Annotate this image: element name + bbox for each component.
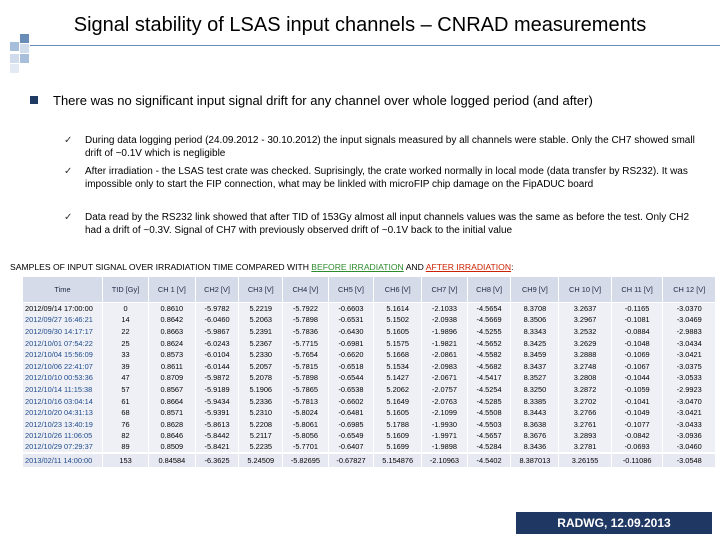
caption-suffix: : [511, 262, 514, 272]
value-cell: -4.5284 [467, 442, 511, 454]
square-bullet-icon [30, 96, 38, 104]
value-cell: 5.1427 [374, 372, 422, 384]
value-cell: 8.3443 [511, 407, 559, 419]
value-cell: 5.2219 [239, 303, 283, 315]
value-cell: -2.10963 [422, 453, 468, 467]
table-header-cell: CH2 [V] [195, 277, 239, 303]
table-row [23, 395, 716, 407]
value-cell: -0.1048 [611, 337, 663, 349]
value-cell: -5.8056 [283, 430, 329, 442]
value-cell: 0.8642 [149, 314, 196, 326]
value-cell: 8.3385 [511, 395, 559, 407]
time-cell: 2012/09/14 17:00:00 [23, 303, 103, 315]
sub-bullet-text: After irradiation - the LSAS test crate was checked. Suprisingly, the crate worked normally in local mode (data transfer by RS232). It was impossible only to start the FIP connection, what may be linkled with microFIP chip damage on the FipADUC board [85, 166, 688, 190]
table-caption [10, 262, 513, 272]
time-cell: 2012/10/29 07:29:37 [23, 442, 103, 454]
value-cell: -5.9391 [195, 407, 239, 419]
value-cell: 76 [103, 418, 149, 430]
value-cell: -5.7865 [283, 384, 329, 396]
value-cell: 5.2063 [239, 314, 283, 326]
value-cell: -5.9434 [195, 395, 239, 407]
value-cell: 5.1609 [374, 430, 422, 442]
sub-bullet-text: Data read by the RS232 link showed that after TID of 153Gy almost all input channels values was the same as before the test. Only CH2 had a drift of ~0.3V. Signal of CH7 with previously observed drift of ~0.1V back to the initial value [85, 212, 690, 236]
value-cell: -5.7836 [283, 326, 329, 338]
time-cell: 2012/10/14 11:15:38 [23, 384, 103, 396]
time-cell: 2012/10/01 07:54:22 [23, 337, 103, 349]
value-cell: 8.3437 [511, 360, 559, 372]
value-cell: 3.2781 [559, 442, 611, 454]
table-row [23, 360, 716, 372]
value-cell: 8.3436 [511, 442, 559, 454]
time-cell: 2012/10/20 04:31:13 [23, 407, 103, 419]
value-cell: 5.2391 [239, 326, 283, 338]
value-cell: 3.2967 [559, 314, 611, 326]
value-cell: -6.0104 [195, 349, 239, 361]
time-cell: 2012/10/16 03:04:14 [23, 395, 103, 407]
value-cell: -4.5402 [467, 453, 511, 467]
main-bullet-text: There was no significant input signal drift for any channel over whole logged period (and after) [53, 93, 593, 108]
value-cell: 39 [103, 360, 149, 372]
caption-before-label: BEFORE IRRADIATION [311, 262, 404, 272]
value-cell: -4.5508 [467, 407, 511, 419]
value-cell: -4.5255 [467, 326, 511, 338]
value-cell: -3.0548 [663, 453, 716, 467]
value-cell: 3.2629 [559, 337, 611, 349]
value-cell: -3.0533 [663, 372, 716, 384]
table-row [23, 303, 716, 315]
table-row [23, 349, 716, 361]
value-cell: 5.2057 [239, 360, 283, 372]
table-header-cell: CH7 [V] [422, 277, 468, 303]
caption-middle: AND [403, 262, 426, 272]
value-cell: -3.0370 [663, 303, 716, 315]
value-cell: 3.2888 [559, 349, 611, 361]
value-cell: -0.1165 [611, 303, 663, 315]
value-cell: 3.2808 [559, 372, 611, 384]
value-cell: 8.3506 [511, 314, 559, 326]
value-cell: 57 [103, 384, 149, 396]
value-cell: 3.2761 [559, 418, 611, 430]
value-cell: -0.1081 [611, 314, 663, 326]
value-cell: 5.2367 [239, 337, 283, 349]
caption-after-label: AFTER IRRADIATION [425, 262, 512, 272]
value-cell: -2.0861 [422, 349, 468, 361]
value-cell: -4.5417 [467, 372, 511, 384]
value-cell: -2.0671 [422, 372, 468, 384]
value-cell: -0.1059 [611, 384, 663, 396]
table-row [23, 337, 716, 349]
value-cell: -0.1044 [611, 372, 663, 384]
value-cell: 8.3425 [511, 337, 559, 349]
value-cell: -3.0421 [663, 349, 716, 361]
value-cell: 153 [103, 453, 149, 467]
value-cell: -1.9896 [422, 326, 468, 338]
value-cell: -0.6430 [328, 326, 374, 338]
value-cell: 5.1575 [374, 337, 422, 349]
value-cell: 89 [103, 442, 149, 454]
value-cell: -4.5654 [467, 303, 511, 315]
value-cell: -2.9923 [663, 384, 716, 396]
value-cell: 3.26155 [559, 453, 611, 467]
page-title: Signal stability of LSAS input channels – CNRAD measurements [73, 14, 647, 36]
value-cell: 0.8709 [149, 372, 196, 384]
value-cell: 5.1668 [374, 349, 422, 361]
value-cell: -0.11086 [611, 453, 663, 467]
value-cell: 8.3250 [511, 384, 559, 396]
value-cell: -5.8061 [283, 418, 329, 430]
value-cell: -0.6407 [328, 442, 374, 454]
value-cell: 3.2637 [559, 303, 611, 315]
value-cell: 0.8624 [149, 337, 196, 349]
value-cell: -5.9867 [195, 326, 239, 338]
table-row [23, 314, 716, 326]
value-cell: 5.1649 [374, 395, 422, 407]
value-cell: -3.0375 [663, 360, 716, 372]
value-cell: -3.0434 [663, 337, 716, 349]
table-row [23, 326, 716, 338]
value-cell: 5.2310 [239, 407, 283, 419]
value-cell: 3.2872 [559, 384, 611, 396]
checkmark-icon: ✓ [64, 212, 73, 223]
value-cell: -3.0421 [663, 407, 716, 419]
value-cell: -0.1041 [611, 395, 663, 407]
value-cell: -3.0433 [663, 418, 716, 430]
value-cell: 47 [103, 372, 149, 384]
value-cell: -5.8613 [195, 418, 239, 430]
value-cell: 3.2893 [559, 430, 611, 442]
checkmark-icon: ✓ [64, 166, 73, 177]
value-cell: -5.9189 [195, 384, 239, 396]
value-cell: -5.7715 [283, 337, 329, 349]
value-cell: 0 [103, 303, 149, 315]
value-cell: -2.0757 [422, 384, 468, 396]
time-cell: 2012/10/26 11:06:05 [23, 430, 103, 442]
value-cell: 8.387013 [511, 453, 559, 467]
value-cell: -0.0693 [611, 442, 663, 454]
table-header-cell: CH6 [V] [374, 277, 422, 303]
value-cell: 8.3676 [511, 430, 559, 442]
table-header-cell: CH5 [V] [328, 277, 374, 303]
table-header-cell: TID [Gy] [103, 277, 149, 303]
value-cell: -1.9930 [422, 418, 468, 430]
value-cell: 5.2078 [239, 372, 283, 384]
time-cell: 2012/09/27 16:46:21 [23, 314, 103, 326]
value-cell: -4.5503 [467, 418, 511, 430]
value-cell: 5.1699 [374, 442, 422, 454]
value-cell: 0.8610 [149, 303, 196, 315]
value-cell: 0.8628 [149, 418, 196, 430]
value-cell: 68 [103, 407, 149, 419]
value-cell: -5.82695 [283, 453, 329, 467]
value-cell: -5.7815 [283, 360, 329, 372]
table-row [23, 442, 716, 454]
value-cell: 5.1534 [374, 360, 422, 372]
time-cell: 2012/10/04 15:56:09 [23, 349, 103, 361]
value-cell: -6.0460 [195, 314, 239, 326]
decorative-squares [8, 34, 68, 74]
value-cell: -4.5682 [467, 360, 511, 372]
table-body [23, 303, 716, 468]
value-cell: 5.2117 [239, 430, 283, 442]
value-cell: -3.0936 [663, 430, 716, 442]
value-cell: 5.1614 [374, 303, 422, 315]
value-cell: 0.8664 [149, 395, 196, 407]
table-row [23, 418, 716, 430]
value-cell: -0.6981 [328, 337, 374, 349]
table-row [23, 430, 716, 442]
value-cell: -2.0983 [422, 360, 468, 372]
value-cell: -0.6518 [328, 360, 374, 372]
value-cell: 8.3708 [511, 303, 559, 315]
value-cell: -0.6620 [328, 349, 374, 361]
value-cell: 5.2235 [239, 442, 283, 454]
value-cell: 5.2336 [239, 395, 283, 407]
value-cell: 82 [103, 430, 149, 442]
value-cell: -5.7813 [283, 395, 329, 407]
value-cell: -0.1049 [611, 407, 663, 419]
value-cell: -2.1033 [422, 303, 468, 315]
value-cell: -0.6602 [328, 395, 374, 407]
title-divider [30, 45, 720, 46]
table-header-cell: CH 12 [V] [663, 277, 716, 303]
value-cell: -2.0763 [422, 395, 468, 407]
value-cell: 0.8573 [149, 349, 196, 361]
value-cell: 8.3638 [511, 418, 559, 430]
value-cell: -0.6603 [328, 303, 374, 315]
value-cell: 0.8663 [149, 326, 196, 338]
value-cell: -5.8442 [195, 430, 239, 442]
value-cell: -4.5285 [467, 395, 511, 407]
value-cell: 5.2330 [239, 349, 283, 361]
value-cell: -2.1099 [422, 407, 468, 419]
value-cell: 3.2532 [559, 326, 611, 338]
table-header-cell: Time [23, 277, 103, 303]
table-header-cell: CH3 [V] [239, 277, 283, 303]
value-cell: -6.3625 [195, 453, 239, 467]
table-row [23, 372, 716, 384]
value-cell: 33 [103, 349, 149, 361]
value-cell: 5.1605 [374, 407, 422, 419]
value-cell: -5.9782 [195, 303, 239, 315]
value-cell: -4.5652 [467, 337, 511, 349]
value-cell: -5.7654 [283, 349, 329, 361]
value-cell: -0.6985 [328, 418, 374, 430]
value-cell: 3.2766 [559, 407, 611, 419]
value-cell: -5.8421 [195, 442, 239, 454]
table-header-row [23, 277, 716, 303]
value-cell: -0.1069 [611, 349, 663, 361]
value-cell: -0.0842 [611, 430, 663, 442]
value-cell: -5.7701 [283, 442, 329, 454]
value-cell: -3.0470 [663, 395, 716, 407]
value-cell: -5.7922 [283, 303, 329, 315]
value-cell: 3.2702 [559, 395, 611, 407]
value-cell: 22 [103, 326, 149, 338]
value-cell: -4.5669 [467, 314, 511, 326]
time-cell: 2013/02/11 14:00:00 [23, 453, 103, 467]
value-cell: 8.3459 [511, 349, 559, 361]
value-cell: -5.7898 [283, 314, 329, 326]
value-cell: 5.1605 [374, 326, 422, 338]
value-cell: 5.1788 [374, 418, 422, 430]
value-cell: 5.2208 [239, 418, 283, 430]
value-cell: -0.6549 [328, 430, 374, 442]
checkmark-icon: ✓ [64, 135, 73, 146]
footer-badge: RADWG, 12.09.2013 [516, 512, 712, 534]
value-cell: -5.7898 [283, 372, 329, 384]
value-cell: 5.154876 [374, 453, 422, 467]
value-cell: -0.1067 [611, 360, 663, 372]
value-cell: 61 [103, 395, 149, 407]
value-cell: -4.5582 [467, 349, 511, 361]
value-cell: -3.0460 [663, 442, 716, 454]
value-cell: 0.8567 [149, 384, 196, 396]
value-cell: -4.5657 [467, 430, 511, 442]
time-cell: 2012/10/23 13:40:19 [23, 418, 103, 430]
value-cell: -0.6481 [328, 407, 374, 419]
time-cell: 2012/10/10 00:53:36 [23, 372, 103, 384]
value-cell: -6.0144 [195, 360, 239, 372]
time-cell: 2012/10/06 22:41:07 [23, 360, 103, 372]
table-header-cell: CH 1 [V] [149, 277, 196, 303]
value-cell: 8.3343 [511, 326, 559, 338]
caption-prefix: SAMPLES OF INPUT SIGNAL OVER IRRADIATION TIME COMPARED WITH [10, 262, 312, 272]
time-cell: 2012/09/30 14:17:17 [23, 326, 103, 338]
value-cell: -1.9971 [422, 430, 468, 442]
table-header-cell: CH 11 [V] [611, 277, 663, 303]
table-header-cell: CH 10 [V] [559, 277, 611, 303]
value-cell: -0.67827 [328, 453, 374, 467]
value-cell: -2.9883 [663, 326, 716, 338]
value-cell: 0.8571 [149, 407, 196, 419]
table-row [23, 384, 716, 396]
table-header-cell: CH4 [V] [283, 277, 329, 303]
value-cell: -5.9872 [195, 372, 239, 384]
value-cell: 14 [103, 314, 149, 326]
value-cell: 0.8611 [149, 360, 196, 372]
value-cell: 0.8509 [149, 442, 196, 454]
table-header-cell: CH9 [V] [511, 277, 559, 303]
value-cell: -5.8024 [283, 407, 329, 419]
value-cell: -3.0469 [663, 314, 716, 326]
value-cell: 5.1906 [239, 384, 283, 396]
value-cell: 25 [103, 337, 149, 349]
value-cell: 0.8646 [149, 430, 196, 442]
value-cell: 8.3527 [511, 372, 559, 384]
table-row [23, 407, 716, 419]
value-cell: -6.0243 [195, 337, 239, 349]
value-cell: 0.84584 [149, 453, 196, 467]
value-cell: -0.0884 [611, 326, 663, 338]
table-header-cell: CH8 [V] [467, 277, 511, 303]
value-cell: -0.1077 [611, 418, 663, 430]
value-cell: -4.5254 [467, 384, 511, 396]
value-cell: 3.2748 [559, 360, 611, 372]
value-cell: -1.9821 [422, 337, 468, 349]
value-cell: 5.2062 [374, 384, 422, 396]
sub-bullet-text: During data logging period (24.09.2012 - 30.10.2012) the input signals measured by all channels were stable. Only the CH7 showed small drift of ~0.1V which is negligible [85, 135, 695, 159]
value-cell: -0.6538 [328, 384, 374, 396]
value-cell: -2.0938 [422, 314, 468, 326]
value-cell: 5.24509 [239, 453, 283, 467]
value-cell: -1.9898 [422, 442, 468, 454]
measurements-table [22, 276, 716, 467]
value-cell: 5.1502 [374, 314, 422, 326]
value-cell: -0.6544 [328, 372, 374, 384]
value-cell: -0.6531 [328, 314, 374, 326]
table-row [23, 453, 716, 467]
